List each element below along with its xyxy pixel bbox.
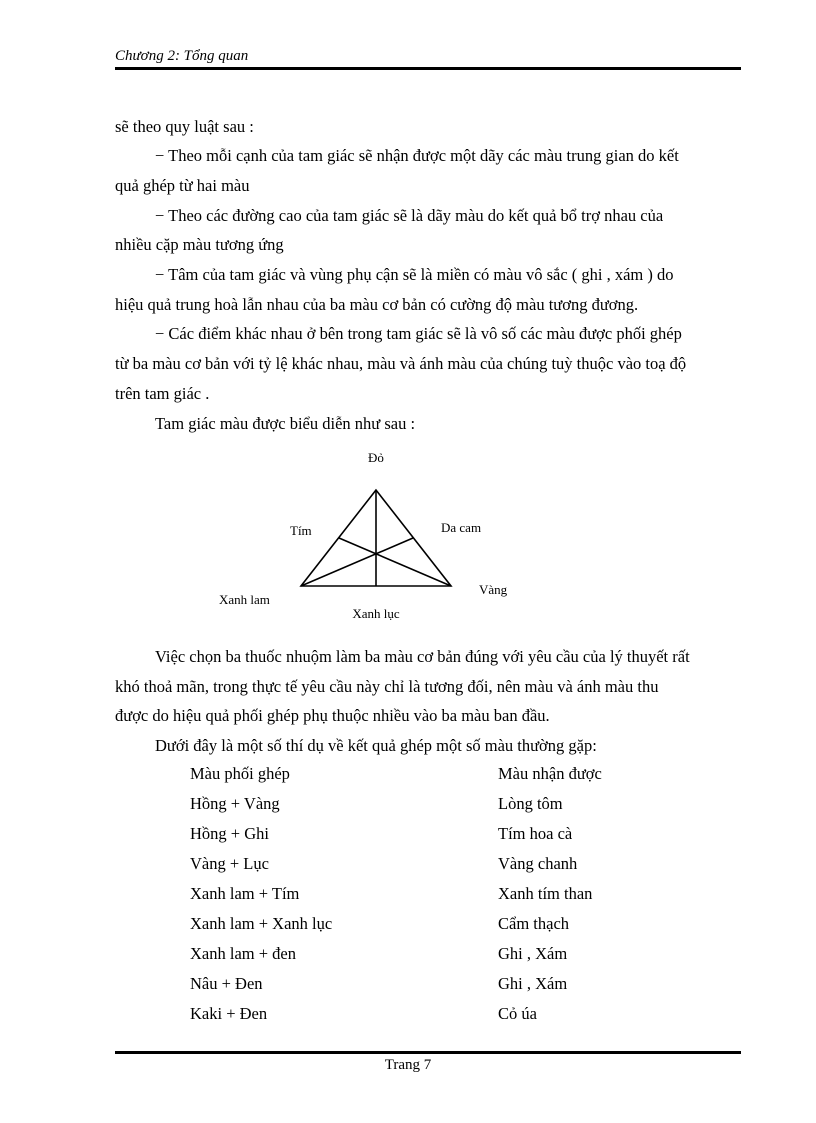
- paragraph-line: Việc chọn ba thuốc nhuộm làm ba màu cơ bản đúng với yêu cầu của lý thuyết rất: [155, 647, 690, 666]
- table-cell: Nâu + Đen: [190, 974, 263, 993]
- table-cell: Ghi , Xám: [498, 974, 568, 993]
- table-cell: Hồng + Vàng: [190, 794, 280, 813]
- label-purple: Tím: [290, 523, 312, 538]
- table-cell: Cỏ úa: [498, 1004, 537, 1023]
- table-cell: Cẩm thạch: [498, 914, 570, 933]
- paragraph-line: hiệu quả trung hoà lẫn nhau của ba màu cơ bản có cường độ màu tương đương.: [115, 295, 639, 314]
- paragraph-line: − Theo các đường cao của tam giác sẽ là dãy màu do kết quả bổ trợ nhau của: [155, 206, 664, 225]
- chapter-header: Chương 2: Tổng quan: [115, 48, 249, 64]
- paragraph-line: sẽ theo quy luật sau :: [115, 117, 254, 136]
- table-cell: Kaki + Đen: [190, 1004, 268, 1023]
- paragraph-line: nhiều cặp màu tương ứng: [115, 235, 284, 254]
- table-cell: Lòng tôm: [498, 794, 563, 813]
- table-cell: Xanh tím than: [498, 884, 593, 903]
- paragraph-line: khó thoả mãn, trong thực tế yêu cầu này chỉ là tương đối, nên màu và ánh màu thu: [115, 677, 659, 696]
- table-header: Màu phối ghép: [190, 764, 290, 783]
- color-triangle-diagram: [0, 440, 816, 630]
- label-green: Xanh lục: [352, 606, 400, 621]
- paragraph-line: Tam giác màu được biểu diễn như sau :: [155, 414, 416, 433]
- label-yellow: Vàng: [479, 582, 508, 597]
- paragraph-line: từ ba màu cơ bản với tỷ lệ khác nhau, màu và ánh màu của chúng tuỳ thuộc vào toạ độ: [115, 354, 687, 373]
- table-header: Màu nhận được: [498, 764, 602, 783]
- paragraph-line: trên tam giác .: [115, 384, 210, 403]
- label-orange: Da cam: [441, 520, 482, 535]
- table-cell: Tím hoa cà: [498, 824, 573, 843]
- table-cell: Vàng + Lục: [190, 854, 269, 873]
- table-cell: Ghi , Xám: [498, 944, 568, 963]
- label-blue: Xanh lam: [219, 592, 270, 607]
- table-cell: Vàng chanh: [498, 854, 578, 873]
- header-rule: [115, 67, 741, 70]
- table-cell: Xanh lam + Xanh lục: [190, 914, 333, 933]
- paragraph-line: − Theo mỗi cạnh của tam giác sẽ nhận được một dãy các màu trung gian do kết: [155, 146, 679, 165]
- paragraph-line: quả ghép từ hai màu: [115, 176, 250, 195]
- paragraph-line: được do hiệu quả phối ghép phụ thuộc nhiều vào ba màu ban đầu.: [115, 706, 550, 725]
- page-number: Trang 7: [384, 1057, 432, 1073]
- table-cell: Hồng + Ghi: [190, 824, 269, 843]
- footer-rule: [115, 1051, 741, 1054]
- label-red: Đỏ: [368, 450, 384, 465]
- paragraph-line: − Các điểm khác nhau ở bên trong tam giác sẽ là vô số các màu được phối ghép: [155, 324, 682, 343]
- table-cell: Xanh lam + đen: [190, 944, 296, 963]
- table-cell: Xanh lam + Tím: [190, 884, 300, 903]
- paragraph-line: − Tâm của tam giác và vùng phụ cận sẽ là miền có màu vô sắc ( ghi , xám ) do: [155, 265, 674, 284]
- paragraph-line: Dưới đây là một số thí dụ về kết quả ghép một số màu thường gặp:: [155, 736, 597, 755]
